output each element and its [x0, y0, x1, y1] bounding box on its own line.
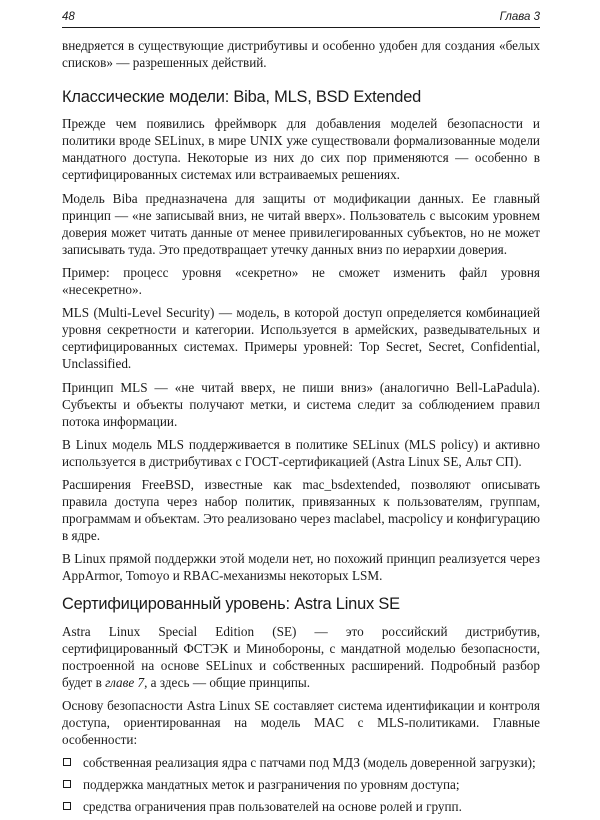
- chapter-label: Глава 3: [499, 11, 540, 23]
- paragraph-text: Astra Linux Special Edition (SE) — это российский дистрибутив, сертифицированный ФСТЭК и Минобороны, с мандатной моделью безопасности, построенной на основе SELinux и собственных расширений. Подробный разбор будет в: [62, 623, 540, 690]
- feature-list: [62, 754, 540, 815]
- page-number: 48: [62, 11, 75, 23]
- paragraph-text: , а здесь — общие принципы.: [144, 674, 311, 690]
- chapter-reference: главе 7: [105, 674, 145, 690]
- checkbox-bullet-icon: [63, 802, 71, 810]
- section-heading-classic-models: Классические модели: Biba, MLS, BSD Extended: [62, 88, 422, 107]
- paragraph: В Linux модель MLS поддерживается в политике SELinux (MLS policy) и активно используется в дистрибутивах с ГОСТ-сертификацией (Astra Linux SE, Альт СП).: [62, 436, 540, 469]
- paragraph: Основу безопасности Astra Linux SE составляет система идентификации и контроля доступа, ориентированная на модель MAC с MLS-политиками. Главные особенности:: [62, 697, 540, 748]
- section-heading-astra-linux: Сертифицированный уровень: Astra Linux SE: [62, 594, 400, 613]
- list-item: [62, 798, 540, 815]
- running-header: [62, 10, 540, 28]
- list-item-text: поддержка мандатных меток и разграничения по уровням доступа;: [83, 777, 460, 793]
- paragraph: Расширения FreeBSD, известные как mac_bsdextended, позволяют описывать правила доступа через набор политик, привязанных к пользователям, группам, программам и объектам. Это реализовано через maclabel, macpolicy и конфигурацию в ядре.: [62, 476, 540, 544]
- page-content: [62, 37, 540, 815]
- paragraph: MLS (Multi-Level Security) — модель, в которой доступ определяется комбинацией уровня секретности и категории. Используется в армейских, разведывательных и сертифицированных системах. Примеры уровней: Top Secret, Secret, Confidential, Unclassified.: [62, 305, 540, 372]
- list-item-text: средства ограничения прав пользователей на основе ролей и групп.: [83, 799, 462, 815]
- checkbox-bullet-icon: [63, 780, 71, 788]
- paragraph: Принцип MLS — «не читай вверх, не пиши вниз» (аналогично Bell-LaPadula). Субъекты и объекты получают метки, и система следит за соблюдением правил потока информации.: [62, 379, 540, 429]
- paragraph: Пример: процесс уровня «секретно» не сможет изменить файл уровня «несекретно».: [62, 264, 540, 298]
- checkbox-bullet-icon: [63, 758, 71, 766]
- list-item: [62, 754, 540, 771]
- book-page: [62, 10, 540, 820]
- paragraph: Прежде чем появились фреймворк для добавления моделей безопасности и политики вроде SELinux, в мире UNIX уже существовали формализованные модели мандатного доступа. Некоторые из них до сих пор применяются — особенно в сертифицированных системах или встраиваемых решениях.: [62, 116, 540, 183]
- paragraph: Модель Biba предназначена для защиты от модификации данных. Ее главный принцип — «не записывай вниз, не читай вверх». Пользователь с высоким уровнем доверия может читать данные от менее привилегированных субъектов, но не может записывать туда. Это предотвращает утечку данных вниз по иерархии доверия.: [62, 190, 540, 257]
- intro-paragraph: внедряется в существующие дистрибутивы и особенно удобен для создания «белых списков» — разрешенных действий.: [62, 38, 540, 71]
- list-item: [62, 776, 540, 793]
- paragraph: В Linux прямой поддержки этой модели нет, но похожий принцип реализуется через AppArmor, Tomoyo и RBAC-механизмы некоторых LSM.: [62, 551, 540, 584]
- paragraph: [62, 623, 540, 691]
- list-item-text: собственная реализация ядра с патчами под МДЗ (модель доверенной загрузки);: [83, 755, 536, 771]
